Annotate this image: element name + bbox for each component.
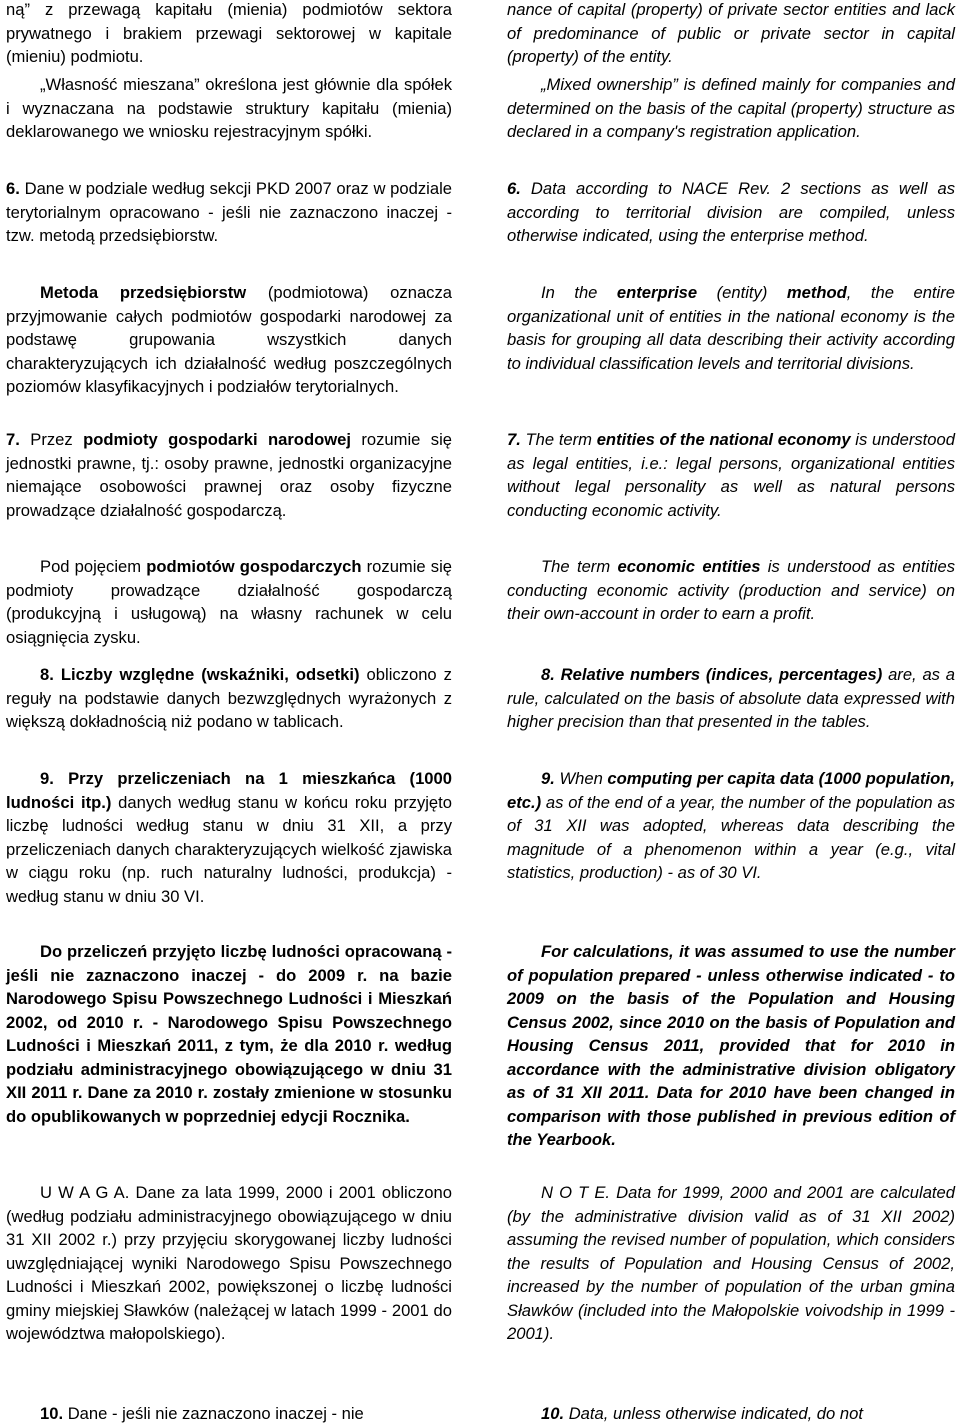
paragraph-section-9: 9. When computing per capita data (1000 population, etc.) as of the end of a year, the number of the population as of 31 XII was adopted, whereas data describing the magnitude of a phenomenon within a year (e.g., vital statistics, production) - as of 30 VI. [507, 769, 956, 882]
bold-term: 7. [507, 430, 521, 449]
paragraph-section-9: 9. Przy przeliczeniach na 1 mieszkańca (1000 ludności itp.) danych według stanu w końcu roku przyjęto liczbę ludności według stanu w dniu 31 XII, a przy przeliczeniach danych charakteryzujących wielkość zjawiska w ciągu roku (np. ruch naturalny ludności, produkcja) - według stanu w dniu 30 VI. [6, 769, 452, 906]
paragraph-section-7: 7. The term entities of the national economy is understood as legal entities, i.e.: legal persons, organizational entities without legal personality as well as natural persons conducting economic activity. [507, 430, 955, 520]
bold-term: 8. Liczby względne (wskaźniki, odsetki) [40, 665, 360, 684]
paragraph-ownership-private: nance of capital (property) of private sector entities and lack of predominance of public or private sector in capital (property) of the entity. [507, 0, 955, 66]
bold-term: 7. [6, 430, 20, 449]
paragraph-section-6: 6. Data according to NACE Rev. 2 sections as well as according to territorial division are compiled, unless otherwise indicated, using the enterprise method. [507, 179, 955, 245]
bold-term: enterprise [616, 283, 698, 302]
bold-term: economic entities [617, 557, 761, 576]
bold-term: For calculations, it was assumed to use the number of population prepared - unless otherwise indicated - to 2009 on the basis of the Population and Housing Census 2002, since 2010 on the basis of Population and Housing Census 2011, provided that for 2010 in accordance with the administrative division obligatory as of 31 XII 2011. Data for 2010 have been changed in comparison with those published in previous edition of the Yearbook. [507, 942, 955, 1149]
paragraph-economic-entities: Pod pojęciem podmiotów gospodarczych rozumie się podmioty prowadzące działalność gospodarczą (produkcyjną i usługową) na własny rachunek w celu osiągnięcia zysku. [6, 557, 452, 647]
paragraph-section-8: 8. Liczby względne (wskaźniki, odsetki) obliczono z reguły na podstawie danych bezwzględnych wyrażonych z większą dokładnością niż podano w tablicach. [6, 665, 452, 731]
bold-term: 6. [507, 179, 521, 198]
bold-term: 10. [541, 1404, 565, 1423]
bold-term: podmiotów gospodarczych [146, 557, 362, 576]
bold-term: Do przeliczeń przyjęto liczbę ludności opracowaną - jeśli nie zaznaczono inaczej - do 2009 r. na bazie Narodowego Spisu Powszechnego Ludności i Mieszkań 2002, od 2010 r. - Narodowego Spisu Powszechnego Ludności i Mieszkań 2011, z tym, że dla 2010 r. według podziału administracyjnego obowiązującego w dniu 31 XII 2011 r. Dane za 2010 r. zostały zmienione w stosunku do opublikowanych w poprzedniej edycji Rocznika. [6, 942, 452, 1126]
bold-term: computing per capita data (1000 population, etc.) [507, 769, 956, 812]
paragraph-enterprise-method: Metoda przedsiębiorstw (podmiotowa) oznacza przyjmowanie całych podmiotów gospodarki narodowej za podstawę grupowania wszystkich danych charakteryzujących ich działalność według poszczególnych poziomów klasyfikacyjnych i podziałów terytorialnych. [6, 283, 452, 396]
bold-term: 9. [541, 769, 555, 788]
paragraph-mixed-ownership: „Mixed ownership” is defined mainly for companies and determined on the basis of the capital (property) structure as declared in a company's registration application. [507, 75, 955, 141]
bold-term: method [786, 283, 847, 302]
paragraph-ownership-private: ną” z przewagą kapitału (mienia) podmiotów sektora prywatnego i brakiem przewagi sektorowej w kapitale (mieniu) podmiotu. [6, 0, 452, 66]
paragraph-section-7: 7. Przez podmioty gospodarki narodowej rozumie się jednostki prawne, tj.: osoby prawne, jednostki organizacyjne niemające osobowości prawnej oraz osoby fizyczne prowadzące działalność gospodarczą. [6, 430, 453, 520]
paragraph-population-basis [6, 940, 452, 1128]
paragraph-population-basis [507, 940, 955, 1152]
paragraph-note: N O T E. Data for 1999, 2000 and 2001 are calculated (by the administrative division valid as of 31 XII 2002) assuming the revised number of population, which considers the results of Population and Housing Census of 2002, increased by the number of population of the urban gmina Sławków (included into the Małopolskie voivodship in 1999 - 2001). [507, 1183, 955, 1343]
paragraph-mixed-ownership: „Własność mieszana” określona jest głównie dla spółek i wyznaczana na podstawie struktury kapitału (mienia) deklarowanego we wniosku rejestracyjnym spółki. [6, 75, 452, 141]
bold-term: 6. [6, 179, 20, 198]
bold-term: 8. Relative numbers (indices, percentages) [541, 665, 883, 684]
paragraph-economic-entities: The term economic entities is understood as entities conducting economic activity (production and service) on their own-account in order to earn a profit. [507, 557, 955, 623]
paragraph-section-8: 8. Relative numbers (indices, percentages) are, as a rule, calculated on the basis of absolute data expressed with higher precision than that presented in the tables. [507, 665, 955, 731]
paragraph-section-6: 6. Dane w podziale według sekcji PKD 2007 oraz w podziale terytorialnym opracowano - jeśli nie zaznaczono inaczej - tzw. metodą przedsiębiorstw. [6, 179, 452, 245]
bold-term: 10. [40, 1404, 64, 1423]
bold-term: entities of the national economy [596, 430, 851, 449]
bold-term: Metoda przedsiębiorstw [40, 283, 247, 302]
paragraph-enterprise-method: In the enterprise (entity) method, the entire organizational unit of entities in the national economy is the basis for grouping all data describing their activity according to individual classification levels and territorial divisions. [507, 283, 955, 373]
paragraph-section-10: 10. Data, unless otherwise indicated, do not [541, 1404, 863, 1423]
bold-term: 9. Przy przeliczeniach na 1 mieszkańca (1000 ludności itp.) [6, 769, 452, 812]
paragraph-note: U W A G A. Dane za lata 1999, 2000 i 2001 obliczono (według podziału administracyjnego obowiązującego w dniu 31 XII 2002 r.) przy przyjęciu skorygowanej liczby ludności uwzględniającej wyniki Narodowego Spisu Powszechnego Ludności i Mieszkań 2002, powiększonej o liczbę ludności gminy miejskiej Sławków (należącej w latach 1999 - 2001 do województwa małopolskiego). [6, 1183, 452, 1343]
bold-term: podmioty gospodarki narodowej [83, 430, 351, 449]
paragraph-section-10: 10. Dane - jeśli nie zaznaczono inaczej - nie [40, 1404, 364, 1423]
